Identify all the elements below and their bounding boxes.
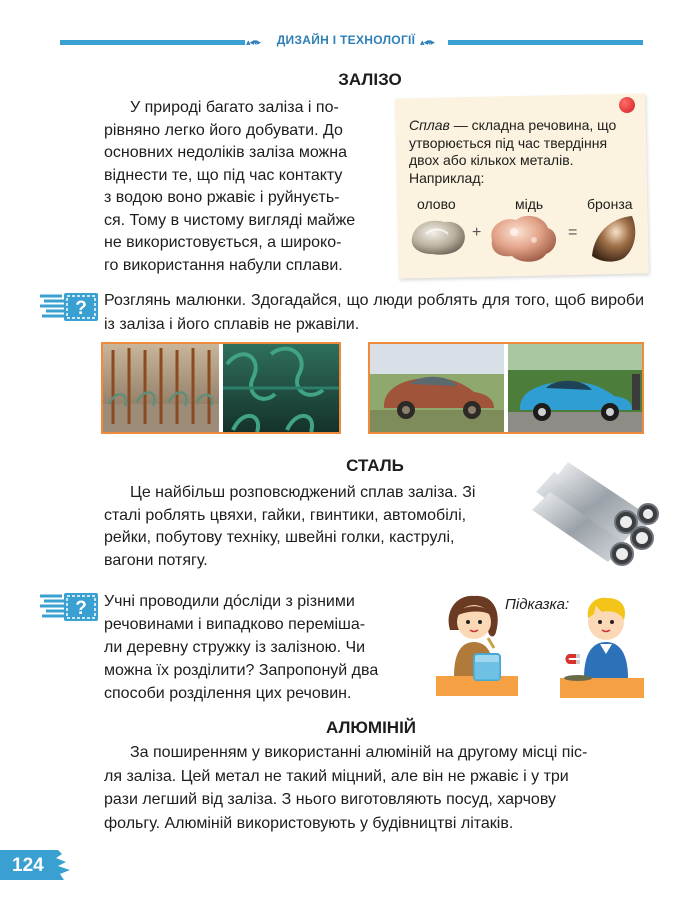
task2-line: можна їх розділити? Запропонуй два: [104, 662, 379, 679]
alloy-definition-text: — складна речовина, що утворюється під час твердіння двох або кількох металів.: [409, 117, 617, 168]
iron-paragraph: [104, 97, 370, 277]
svg-text:?: ?: [75, 298, 87, 319]
hint-label: Підказка:: [505, 596, 570, 613]
tin-nugget-image: [408, 214, 470, 258]
question-task-icon: [40, 292, 100, 322]
svg-text:?: ?: [75, 598, 87, 619]
alloy-definition: [409, 117, 639, 187]
example-label: Наприклад:: [409, 169, 485, 186]
iron-line: го використання набули сплави.: [104, 256, 343, 274]
iron-heading: ЗАЛІЗО: [338, 70, 402, 89]
header-rule-left: [60, 40, 245, 45]
steel-pipes-image: [526, 462, 662, 572]
question-task-icon: [40, 592, 100, 622]
task2-line: ли деревну стружку із залізною. Чи: [104, 639, 366, 656]
page-number-badge: [0, 850, 72, 880]
header-ornament-left: ▴◂▾▸: [246, 37, 261, 47]
rusty-fence-photo: [103, 344, 339, 432]
iron-line: ся. Тому в чистому вигляді майже: [104, 211, 356, 229]
iron-line: основних недоліків заліза можна: [104, 144, 347, 161]
cars-photo-frame: [368, 342, 644, 434]
fence-photo-frame: [101, 342, 341, 434]
metal-label-copper: мідь: [515, 196, 544, 212]
aluminium-line: За поширенням у використанні алюміній на другому місці піс-: [130, 744, 588, 761]
pin-icon: [619, 97, 635, 113]
steel-heading: СТАЛЬ: [346, 456, 404, 475]
aluminium-line: рази легший від заліза. З нього виготовляють посуд, харчову: [104, 791, 556, 808]
copper-nugget-image: [486, 210, 562, 266]
aluminium-heading: АЛЮМІНІЙ: [325, 718, 417, 737]
header-ornament-right: ▴◂▾▸: [420, 37, 435, 47]
page-number: 124: [12, 855, 44, 876]
task2-paragraph: [104, 590, 414, 705]
girl-water-illustration: [436, 590, 518, 696]
boy-magnet-illustration: [560, 592, 644, 698]
header-title: ДИЗАЙН І ТЕХНОЛОГІЇ: [276, 33, 416, 47]
steel-line: Це найбільш розповсюджений сплав заліза. Зі: [130, 484, 476, 501]
aluminium-line: фольгу. Алюміній використовують у будівництві літаків.: [104, 814, 514, 832]
metal-label-bronze: бронза: [587, 196, 633, 212]
equals-sign: =: [568, 224, 578, 241]
aluminium-line: ля заліза. Цей метал не такий міцний, але він не ржавіє і у три: [104, 767, 569, 785]
iron-line: У природі багато заліза і по-: [130, 99, 339, 116]
steel-line: вагони потягу.: [104, 551, 208, 569]
metal-label-tin: олово: [417, 196, 456, 212]
header-rule-right: [448, 40, 643, 45]
rusty-car-photo: [370, 344, 642, 432]
task1-text: Розглянь малюнки. Здогадайся, що люди роблять для того, щоб вироби із заліза і його сплавів не ржавіли.: [104, 292, 644, 333]
plus-sign: +: [472, 224, 482, 241]
iron-line: не використовується, а широко-: [104, 234, 342, 251]
bronze-piece-image: [588, 212, 640, 264]
iron-line: з водою воно ржавіє і руйнуєть-: [104, 189, 340, 206]
alloy-term: Сплав: [409, 117, 450, 133]
steel-line: рейки, побутову техніку, швейні голки, каструлі,: [104, 529, 455, 546]
task2-line: Учні проводили до́сліди з різними: [104, 593, 355, 610]
task2-line: речовинами і випадково переміша-: [104, 616, 366, 633]
steel-paragraph: [104, 482, 518, 572]
aluminium-paragraph: [104, 741, 644, 835]
iron-line: віднести те, що під час контакту: [104, 166, 343, 184]
steel-line: сталі роблять цвяхи, гайки, гвинтики, автомобілі,: [104, 506, 467, 524]
task2-line: способи розділення цих речовин.: [104, 685, 352, 702]
iron-line: рівняно легко його добувати. До: [104, 121, 343, 139]
